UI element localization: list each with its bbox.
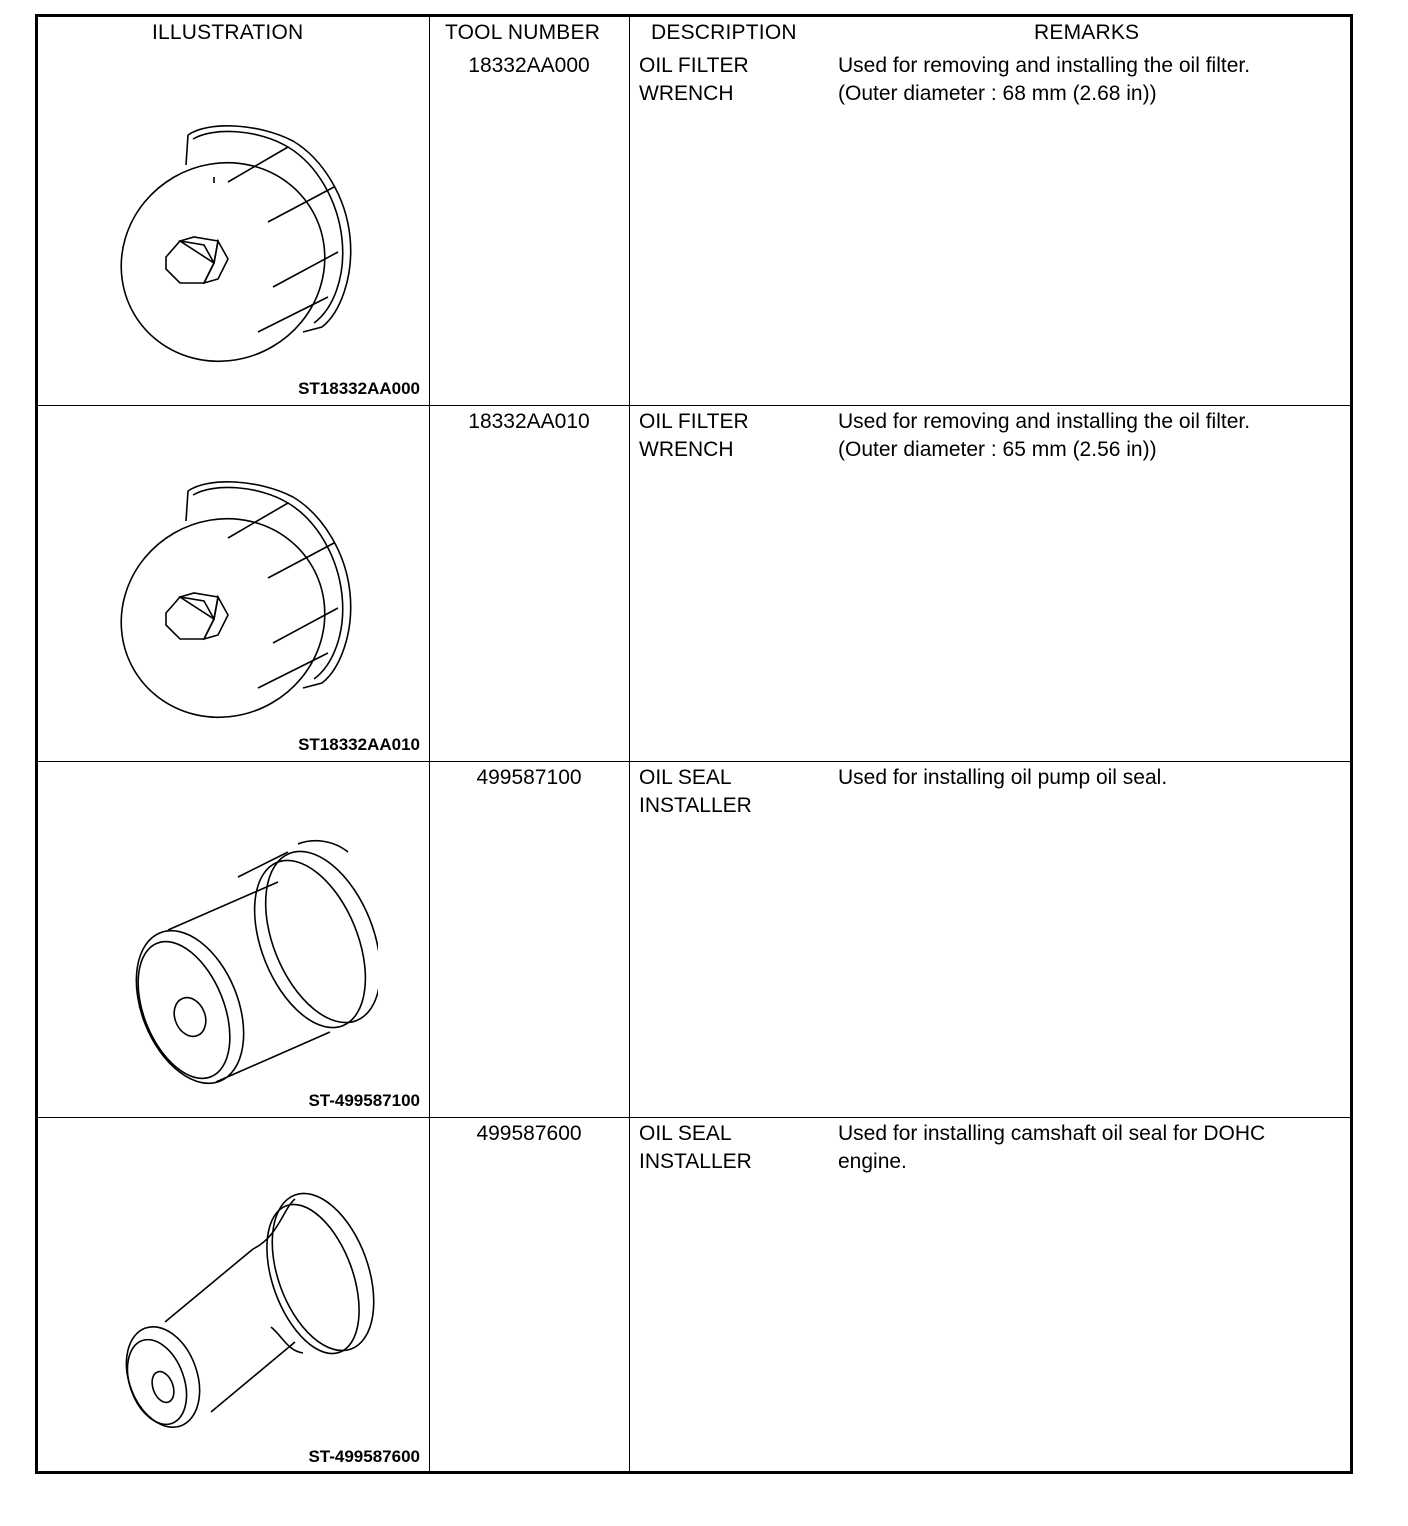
tool-number: 18332AA000 bbox=[468, 54, 590, 77]
header-illustration: ILLUSTRATION bbox=[152, 21, 304, 44]
illustration-code: ST18332AA000 bbox=[298, 379, 420, 398]
remarks-line: Used for removing and installing the oil filter. bbox=[838, 54, 1251, 77]
description-line: OIL SEAL bbox=[639, 1122, 732, 1145]
remarks-line: Used for installing oil pump oil seal. bbox=[838, 766, 1168, 789]
row-divider bbox=[38, 1117, 1350, 1118]
illustration-code: ST-499587100 bbox=[308, 1091, 420, 1110]
tool-number: 499587100 bbox=[476, 766, 582, 789]
description bbox=[639, 764, 752, 820]
oil-filter-wrench-icon bbox=[108, 473, 368, 733]
description-line: OIL FILTER bbox=[639, 54, 749, 77]
tool-number: 499587600 bbox=[476, 1122, 582, 1145]
description-line: OIL SEAL bbox=[639, 766, 732, 789]
header-description: DESCRIPTION bbox=[651, 21, 797, 44]
oil-seal-installer-icon bbox=[98, 832, 378, 1092]
remarks bbox=[838, 408, 1250, 464]
row-divider bbox=[38, 405, 1350, 406]
description-line: INSTALLER bbox=[639, 1150, 752, 1173]
tool-number: 18332AA010 bbox=[468, 410, 590, 433]
remarks-line: (Outer diameter : 65 mm (2.56 in)) bbox=[838, 438, 1157, 461]
illustration-code: ST18332AA010 bbox=[298, 735, 420, 754]
description-line: INSTALLER bbox=[639, 794, 752, 817]
remarks-line: engine. bbox=[838, 1150, 907, 1173]
illustration-code: ST-499587600 bbox=[308, 1447, 420, 1466]
special-tools-table bbox=[35, 14, 1353, 1474]
description bbox=[639, 1120, 752, 1176]
remarks bbox=[838, 1120, 1265, 1176]
description-line: WRENCH bbox=[639, 82, 734, 105]
description bbox=[639, 408, 749, 464]
remarks bbox=[838, 52, 1250, 108]
column-divider bbox=[629, 17, 630, 1471]
remarks-line: Used for removing and installing the oil filter. bbox=[838, 410, 1251, 433]
header-remarks: REMARKS bbox=[1034, 21, 1140, 44]
column-divider bbox=[429, 17, 430, 1471]
remarks bbox=[838, 764, 1167, 792]
description bbox=[639, 52, 749, 108]
header-tool-number: TOOL NUMBER bbox=[445, 21, 601, 44]
oil-filter-wrench-icon bbox=[108, 117, 368, 377]
camshaft-oil-seal-installer-icon bbox=[83, 1187, 383, 1437]
row-divider bbox=[38, 761, 1350, 762]
description-line: WRENCH bbox=[639, 438, 734, 461]
remarks-line: (Outer diameter : 68 mm (2.68 in)) bbox=[838, 82, 1157, 105]
remarks-line: Used for installing camshaft oil seal for DOHC bbox=[838, 1122, 1266, 1145]
description-line: OIL FILTER bbox=[639, 410, 749, 433]
